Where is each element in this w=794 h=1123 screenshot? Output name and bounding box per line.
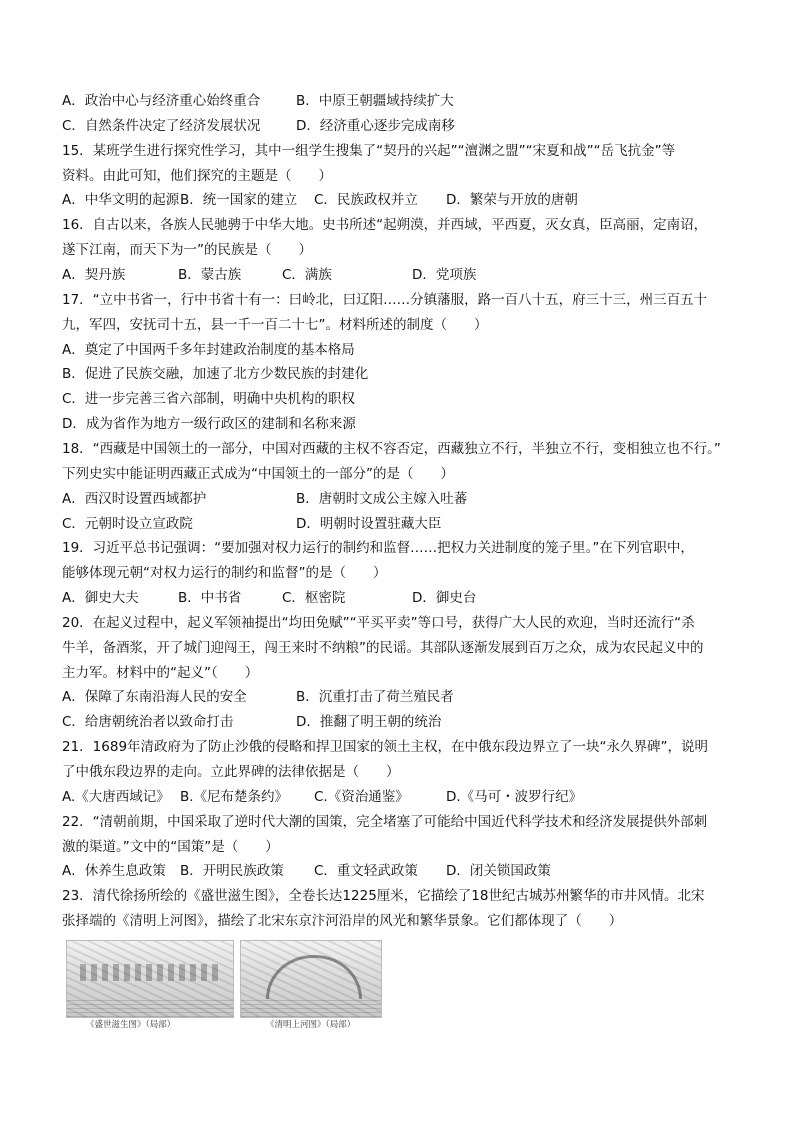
answer-option: A．西汉时设置西域都护 bbox=[62, 490, 207, 507]
answer-option: C．民族政权并立 bbox=[314, 192, 418, 209]
painting-caption-1: 《盛世滋生图》（局部） bbox=[86, 1020, 176, 1030]
question-line: 20．在起义过程中，起义军领袖提出“均田免赋”“平买平卖”等口号，获得广大人民的欢迎，当时还流行“杀 bbox=[62, 614, 695, 631]
question-line: 张择端的《清明上河图》，描绘了北宋东京汴河沿岸的风光和繁华景象。它们都体现了（ ） bbox=[62, 913, 623, 930]
answer-option: C．自然条件决定了经济发展状况 bbox=[62, 117, 261, 134]
answer-option: B.《尼布楚条约》 bbox=[180, 788, 289, 805]
answer-option: C．重文轻武政策 bbox=[314, 863, 418, 880]
question-line: 16．自古以来，各族人民驰骋于中华大地。史书所述“起朔漠，并西域，平西夏，灭女真，臣高丽，定南诏， bbox=[62, 217, 708, 234]
question-line: 18．“西藏是中国领土的一部分，中国对西藏的主权不容否定，西藏独立不行，半独立不行，变相独立也不行。” bbox=[62, 440, 721, 457]
answer-option: B．唐朝时文成公主嫁入吐蕃 bbox=[296, 490, 468, 507]
question-line: 九，军四，安抚司十五，县一千一百二十七”。材料所述的制度（ ） bbox=[62, 316, 488, 333]
question-line: 遂下江南，而天下为一”的民族是（ ） bbox=[62, 242, 312, 259]
answer-option: D．推翻了明王朝的统治 bbox=[296, 714, 442, 731]
answer-option: B．开明民族政策 bbox=[180, 863, 284, 880]
question-line: 22．“清朝前期，中国采取了逆时代大潮的国策，完全堵塞了可能给中国近代科学技术和经济发展提供外部刺 bbox=[62, 813, 708, 830]
answer-option: A．休养生息政策 bbox=[62, 863, 166, 880]
answer-option: D．明朝时设置驻藏大臣 bbox=[296, 515, 442, 532]
answer-option: B．中原王朝疆域持续扩大 bbox=[296, 93, 454, 109]
answer-option: A．中华文明的起源 bbox=[62, 192, 180, 209]
answer-option: D.《马可・波罗行纪》 bbox=[446, 788, 583, 805]
shengshi-zisheng-painting-image bbox=[66, 940, 234, 1018]
answer-option: A．政治中心与经济重心始终重合 bbox=[62, 93, 261, 109]
answer-option: A．保障了东南沿海人民的安全 bbox=[62, 689, 247, 706]
answer-option: C.《资治通鉴》 bbox=[314, 788, 409, 805]
question-line: 下列史实中能证明西藏正式成为“中国领土的一部分”的是（ ） bbox=[62, 465, 454, 482]
question-line: 主力军。材料中的“起义”（ ） bbox=[62, 664, 259, 681]
answer-option: C．枢密院 bbox=[282, 590, 346, 606]
answer-option: C．满族 bbox=[282, 267, 332, 283]
answer-option: B．沉重打击了荷兰殖民者 bbox=[296, 689, 454, 706]
question-line: 了中俄东段边界的走向。立此界碑的法律依据是（ ） bbox=[62, 764, 400, 780]
question-line: D．成为省作为地方一级行政区的建制和名称来源 bbox=[62, 416, 356, 433]
answer-option: D．经济重心逐步完成南移 bbox=[296, 117, 455, 134]
answer-option: D．党项族 bbox=[412, 267, 477, 283]
answer-option: D．闭关锁国政策 bbox=[446, 863, 551, 880]
answer-option: B．中书省 bbox=[178, 590, 242, 606]
painting-caption-2: 《清明上河图》（局部） bbox=[266, 1020, 356, 1030]
answer-option: C．给唐朝统治者以致命打击 bbox=[62, 714, 234, 731]
question-line: 15．某班学生进行探究性学习，其中一组学生搜集了“契丹的兴起”“澶渊之盟”“宋夏和战”“岳飞抗金”等 bbox=[62, 142, 676, 159]
question-line: 资料。由此可知，他们探究的主题是（ ） bbox=[62, 167, 332, 184]
answer-option: A．契丹族 bbox=[62, 267, 126, 283]
question-line: C．进一步完善三省六部制，明确中央机构的职权 bbox=[62, 391, 355, 408]
question-line: 17．“立中书省一，行中书省十有一：曰岭北，曰辽阳……分镇藩服，路一百八十五，府三十三，州三百五十 bbox=[62, 291, 708, 308]
question-line: 牛羊，备酒浆，开了城门迎闯王，闯王来时不纳粮”的民谣。其部队逐渐发展到百万之众，成为农民起义中的 bbox=[62, 639, 704, 656]
answer-option: A．御史大夫 bbox=[62, 590, 139, 606]
question-line: 23．清代徐扬所绘的《盛世滋生图》，全卷长达1225厘米，它描绘了18世纪古城苏州繁华的市井风情。北宋 bbox=[62, 888, 705, 905]
answer-option: B．蒙古族 bbox=[178, 267, 242, 283]
question-line: 能够体现元朝“对权力运行的制约和监督”的是（ ） bbox=[62, 565, 387, 582]
answer-option: D．繁荣与开放的唐朝 bbox=[446, 192, 578, 209]
answer-option: B．统一国家的建立 bbox=[180, 192, 298, 209]
answer-option: A.《大唐西域记》 bbox=[62, 788, 170, 805]
question-line: 21．1689年清政府为了防止沙俄的侵略和捍卫国家的领土主权，在中俄东段边界立了一块“永久界碑”，说明 bbox=[62, 739, 709, 756]
question-line: 激的渠道。”文中的“国策”是（ ） bbox=[62, 838, 279, 855]
question-line: 19．习近平总书记强调：“要加强对权力运行的制约和监督……把权力关进制度的笼子里。”在下列官职中， bbox=[62, 540, 694, 557]
answer-option: C．元朝时设立宣政院 bbox=[62, 515, 193, 532]
answer-option: D．御史台 bbox=[412, 590, 477, 606]
question-line: B．促进了民族交融，加速了北方少数民族的封建化 bbox=[62, 366, 369, 383]
painting-figure bbox=[66, 940, 386, 1030]
qingming-shanghe-painting-image bbox=[240, 940, 382, 1018]
question-line: A．奠定了中国两千多年封建政治制度的基本格局 bbox=[62, 341, 355, 358]
